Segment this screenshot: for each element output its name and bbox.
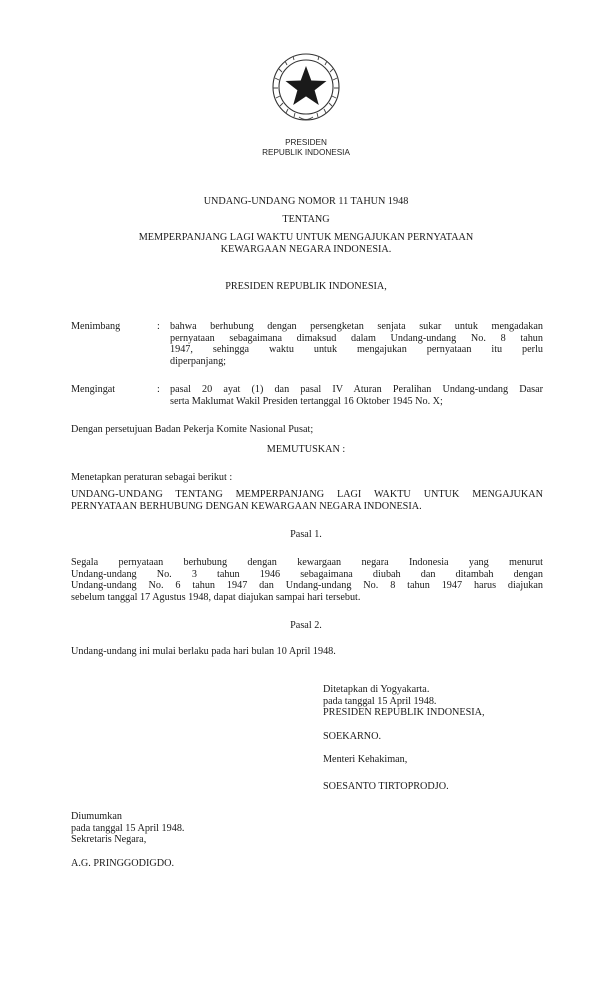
article-line: Undang-undang ini mulai berlaku pada hari bulan 10 April 1948. [71, 646, 336, 657]
promulgation-block [71, 811, 311, 869]
establish-statement: Menetapkan peraturan sebagai berikut : [71, 472, 233, 483]
promulgation-name: A.G. PRINGGODIGDO. [71, 857, 175, 869]
consideration-line: pernyataan sebagaimana dimaksud dalam Undang-undang No. 8 tahun [170, 332, 543, 344]
consideration-line: serta Maklumat Wakil Presiden tertanggal 16 Oktober 1945 No. X; [170, 395, 443, 407]
title-subject-line2: KEWARGAAN NEGARA INDONESIA. [220, 244, 392, 255]
consideration-line: bahwa berhubung dengan persengketan senjata sukar untuk mengadakan [170, 321, 543, 332]
promulgation-line: Diumumkan [71, 811, 122, 822]
promulgation-date: pada tanggal 15 April 1948. [71, 822, 185, 834]
signature-place: Ditetapkan di Yogyakarta. [323, 684, 430, 695]
consideration-line: pasal 20 ayat (1) dan pasal IV Aturan Peralihan Undang-undang Dasar [170, 384, 543, 395]
approval-statement: Dengan persetujuan Badan Pekerja Komite Nasional Pusat; [71, 424, 314, 435]
letterhead-line-republic: REPUBLIK INDONESIA [262, 148, 350, 157]
decides-heading: MEMUTUSKAN : [266, 444, 346, 455]
article-line: Undang-undang No. 6 tahun 1947 dan Undang-undang No. 8 tahun 1947 harus diajukan [71, 580, 543, 592]
consideration-colon: : [157, 384, 160, 395]
promulgation-office: Sekretaris Negara, [71, 834, 147, 846]
consideration-menimbang [71, 321, 543, 371]
article-1-heading: Pasal 1. [290, 529, 322, 540]
signature-date: pada tanggal 15 April 1948. [323, 695, 437, 707]
consideration-line: 1947, sehingga waktu untuk mengajukan pernyataan itu perlu [170, 344, 543, 356]
article-line: sebelum tanggal 17 Agustus 1948, dapat diajukan sampai hari tersebut. [71, 591, 361, 603]
title-subject-line1: MEMPERPANJANG LAGI WAKTU UNTUK MENGAJUKAN PERNYATAAN [138, 232, 474, 243]
law-name-line2: PERNYATAAN BERHUBUNG DENGAN KEWARGAAN NEGARA INDONESIA. [71, 500, 422, 512]
article-2-heading: Pasal 2. [290, 620, 322, 631]
minister-title: Menteri Kehakiman, [323, 754, 408, 766]
law-name [71, 489, 543, 512]
signature-name: SOEKARNO. [323, 730, 382, 742]
consideration-label: Menimbang [71, 321, 121, 332]
law-name-line1: UNDANG-UNDANG TENTANG MEMPERPANJANG LAGI WAKTU UNTUK MENGAJUKAN [71, 489, 543, 500]
signature-title: PRESIDEN REPUBLIK INDONESIA, [323, 707, 485, 719]
article-line: Segala pernyataan berhubung dengan kewargaan negara Indonesia yang menurut [71, 557, 543, 568]
consideration-colon: : [157, 321, 160, 332]
minister-name: SOESANTO TIRTOPRODJO. [323, 780, 449, 792]
star-wreath-emblem-icon [269, 50, 343, 130]
article-1-body [71, 557, 543, 603]
letterhead-line-president: PRESIDEN [285, 138, 327, 147]
article-2-body [71, 646, 543, 658]
signature-block [323, 684, 563, 793]
consideration-line: diperpanjang; [170, 355, 227, 367]
issuer-heading: PRESIDEN REPUBLIK INDONESIA, [225, 281, 387, 292]
consideration-mengingat [71, 384, 543, 410]
law-number-title: UNDANG-UNDANG NOMOR 11 TAHUN 1948 [203, 196, 409, 207]
consideration-label: Mengingat [71, 384, 116, 395]
title-tentang: TENTANG [282, 214, 330, 225]
article-line: Undang-undang No. 3 tahun 1946 sebagaimana diubah dan ditambah dengan [71, 568, 543, 580]
